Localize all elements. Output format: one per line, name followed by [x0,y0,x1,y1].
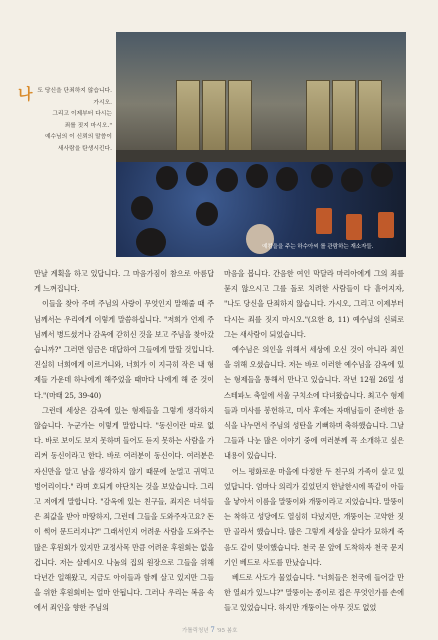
quote-dropcap: 나 [18,85,33,103]
stage-panel [228,80,252,152]
paragraph: 이들을 찾아 주며 주님의 사랑이 무엇인지 말해줄 때 주님께서는 우리에게 이렇게 말씀하십니다. "저희가 언제 주님께서 병드셨거나 감옥에 갇히신 것을 보고 주님을 찾아갔습니까?" 그러면 임금은 대답하여 그들에게 말할 것입니다. 진실히 너희에게 이르거니와, 너희가 이 지극히 작은 내 형제들 가운데 하나에게 해주었을 때마다 나에게 해 준 것이다."(마태 25, 39-40) [34,299,214,400]
paragraph: 어느 평화로운 마을에 다정한 두 친구의 가족이 살고 있었답니다. 엄마나 의리가 깊었던지 한날한시에 똑같이 아들을 낳아서 이름을 말뚱이와 개뚱이라고 지었습니다. 말뚱이는 착하고 성당에도 열심히 다녔지만, 개뚱이는 고약한 짓만 골라서 했습니다. 많은 그렇게 세상을 살다가 묘하게 죽음도 같이 맞이했습니다. 천국 문 앞에 도착하자 천국 문지기인 베드로 사도를 만났습니다. [224,466,404,567]
issue-label: '95 봄호 [216,628,238,634]
paragraph: 예수님은 의인을 위해서 세상에 오신 것이 아니라 죄인을 위해 오셨습니다. 저는 바로 이러한 예수님을 감옥에 있는 형제들을 통해서 만나고 있습니다. 작년 12월 26일 성 스테파노 축일에 서울 구치소에 다녀왔습니다. 최고수 형제들과 미사를 봉헌하고, 미사 후에는 자매님들이 준비한 음식을 나누면서 주님의 성탄을 기뻐하며 축하했습니다. 그날 그들과 나눈 많은 이야기 중에 여러분께 꼭 소개하고 싶은 내용이 있습니다. [224,345,404,461]
quote-line: 도 당신을 단죄하지 않습니다. [37,88,112,94]
quote-line: 새사람을 탄생시킨다. [57,145,112,152]
paragraph: 베드로 사도가 물었습니다. "너희들은 천국에 들어갈 만한 열쇠가 있느냐?" 말뚱이는 종이로 접은 무엇인가를 손에 들고 있었습니다. 하지만 개뚱이는 아무 것도 없었 [224,573,404,613]
quote-line: 예수님의 이 신뢰의 말씀이 [44,134,112,141]
paragraph: 그런데 세상은 감옥에 있는 형제들을 그렇게 생각하지 않습니다. 누군가는 이렇게 말합니다. "동신이란 따로 없다. 바로 보이도 보지 못하며 들어도 듣지 못하는 사람을 가리켜 동신이라고 한다. 바로 여러분이 동신이다. 여러분은 자신만을 알고 남을 생각하지 않기 때문에 눈멀고 귀먹고 벙어리이다." 라며 호되게 야단치는 것을 보았습니다. 그리고 저에게 말합니다. "감옥에 있는 친구들, 죄지은 녀석들은 죄값을 받아 마땅하지, 그런데 그들을 도와주자고요? 돈이 썩어 문드러지냐?" 그래서인지 어려운 사람을 도와주는 많은 후원회가 있지만 교정사목 만큼 어려운 후원회는 없을 겁니다. 저는 살레시오 나눔의 집의 원장으로 그들을 위해 다년간 일해왔고, 지금도 아이들과 함께 살고 있지만 그들을 위한 후원회비는 얼마 안됩니다. 그러나 우리는 복음 속에서 죄인을 향한 주님의 [34,405,214,613]
paragraph: 만날 계획을 하고 있답니다. 그 마음가짐이 참으로 아름답게 느껴집니다. [34,269,214,294]
photo-caption: 예컴을을 주는 하수아씨 를 관람하는 재소자들. [262,244,374,250]
quote-line: 가시오. [93,99,112,106]
body-column-right [224,266,404,616]
paragraph: 마음을 봅니다. 간음한 여인 막달라 마리아에게 그의 죄를 묻지 않으시고 그를 돌로 치려한 사람들이 다 흩어지자, "나도 당신을 단죄하지 않습니다. 가시오, 그리고 이제부터 다시는 죄를 짓지 마시오."(요한 8, 11) 예수님의 신뢰로 그는 새사람이 되었습니다. [224,269,404,339]
magazine-name: 가톨릭청년 [182,628,209,634]
quote-line: 그리고 이제부터 다시는 [52,111,112,118]
stage-panel [306,80,330,152]
stage-panel [332,80,356,152]
stage-panel [176,80,200,152]
quote-line: 죄를 짓지 마시오." [64,122,112,129]
page-footer [182,626,237,634]
stage-panel [202,80,226,152]
page-number: 7 [210,626,215,634]
theater-photo [116,32,406,257]
body-column-left [34,266,214,616]
pull-quote [18,86,112,156]
stage-panel [358,80,382,152]
